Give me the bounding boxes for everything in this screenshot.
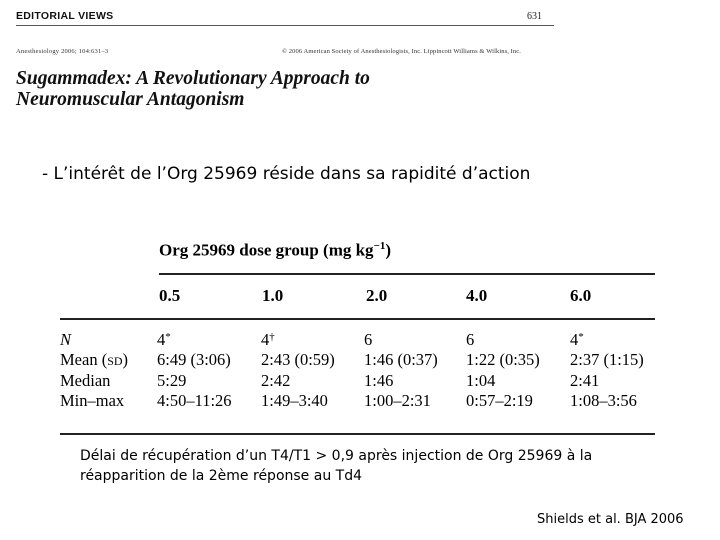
table-heading-exponent: −1 — [373, 240, 386, 252]
table-cell — [466, 330, 570, 350]
table-heading-close: ) — [385, 240, 392, 260]
dose-header-row — [0, 286, 720, 308]
footnote-mark: * — [165, 331, 171, 343]
cell-value: 4 — [570, 330, 579, 349]
table-rule-top — [159, 273, 655, 275]
table-cell: 1:00–2:31 — [364, 391, 431, 410]
table-cell: 5:29 — [157, 371, 187, 390]
cell-value: 6 — [364, 330, 373, 349]
table-cell: 2:42 — [261, 371, 291, 390]
table-heading — [159, 240, 391, 261]
table-cell — [261, 330, 364, 350]
dose-header-cell: 4.0 — [466, 286, 488, 305]
dose-header-cell: 0.5 — [159, 286, 181, 305]
table-cell: 0:57–2:19 — [466, 391, 533, 410]
article-title — [16, 68, 370, 110]
footnote-mark: * — [578, 331, 584, 343]
table-cell: 2:37 (1:15) — [570, 350, 644, 369]
table-rule-header — [60, 318, 655, 320]
journal-copyright: © 2006 American Society of Anesthesiologists, Inc. Lippincott Williams & Wilkins, Inc. — [282, 48, 521, 55]
table-row-n — [60, 330, 655, 350]
table-cell: 2:41 — [570, 371, 600, 390]
table-cell: 1:08–3:56 — [570, 391, 637, 410]
row-label: N — [60, 330, 72, 349]
table-cell: 6:49 (3:06) — [157, 350, 231, 369]
dose-header-cell: 2.0 — [366, 286, 388, 305]
article-title-line-2: Neuromuscular Antagonism — [16, 89, 245, 110]
table-cell — [157, 330, 261, 350]
table-cell: 1:46 — [364, 371, 394, 390]
table-cell: 1:04 — [466, 371, 496, 390]
footnote-mark: † — [269, 331, 275, 343]
table-rule-bottom — [60, 433, 655, 435]
row-label-sd: SD — [107, 354, 123, 368]
cell-value: 4 — [261, 330, 270, 349]
table-cell — [364, 330, 466, 350]
table-cell: 2:43 (0:59) — [261, 350, 335, 369]
table-cell — [570, 330, 655, 350]
table-heading-text: Org 25969 dose group (mg kg — [159, 240, 374, 260]
cell-value: 4 — [157, 330, 166, 349]
slide-bullet-point: - L’intérêt de l’Org 25969 réside dans sa rapidité d’action — [42, 164, 531, 184]
row-label-mean: Mean — [60, 350, 98, 369]
table-row-median — [60, 371, 655, 391]
article-title-line-1: Sugammadex: A Revolutionary Approach to — [16, 68, 370, 89]
table-caption: Délai de récupération d’un T4/T1 > 0,9 après injection de Org 25969 à la réapparition de la 2ème réponse au Td4 — [80, 448, 593, 484]
table-row-mean — [60, 350, 655, 371]
journal-section-label: EDITORIAL VIEWS — [16, 10, 114, 22]
row-label: Mean (SD) — [60, 350, 129, 369]
table-row-minmax — [60, 391, 655, 411]
dose-header-cell: 6.0 — [570, 286, 592, 305]
row-label: Median — [60, 371, 111, 390]
table-cell: 1:22 (0:35) — [466, 350, 540, 369]
table-cell: 1:46 (0:37) — [364, 350, 438, 369]
recovery-time-table — [60, 330, 655, 411]
row-label: Min–max — [60, 391, 125, 410]
header-divider — [16, 25, 554, 26]
cell-value: 6 — [466, 330, 475, 349]
table-cell: 1:49–3:40 — [261, 391, 328, 410]
source-citation: Shields et al. BJA 2006 — [537, 512, 684, 527]
journal-citation: Anesthesiology 2006; 104:631–3 — [16, 48, 109, 55]
dose-header-cell: 1.0 — [262, 286, 284, 305]
table-cell: 4:50–11:26 — [157, 391, 232, 410]
journal-page-number: 631 — [527, 11, 542, 22]
